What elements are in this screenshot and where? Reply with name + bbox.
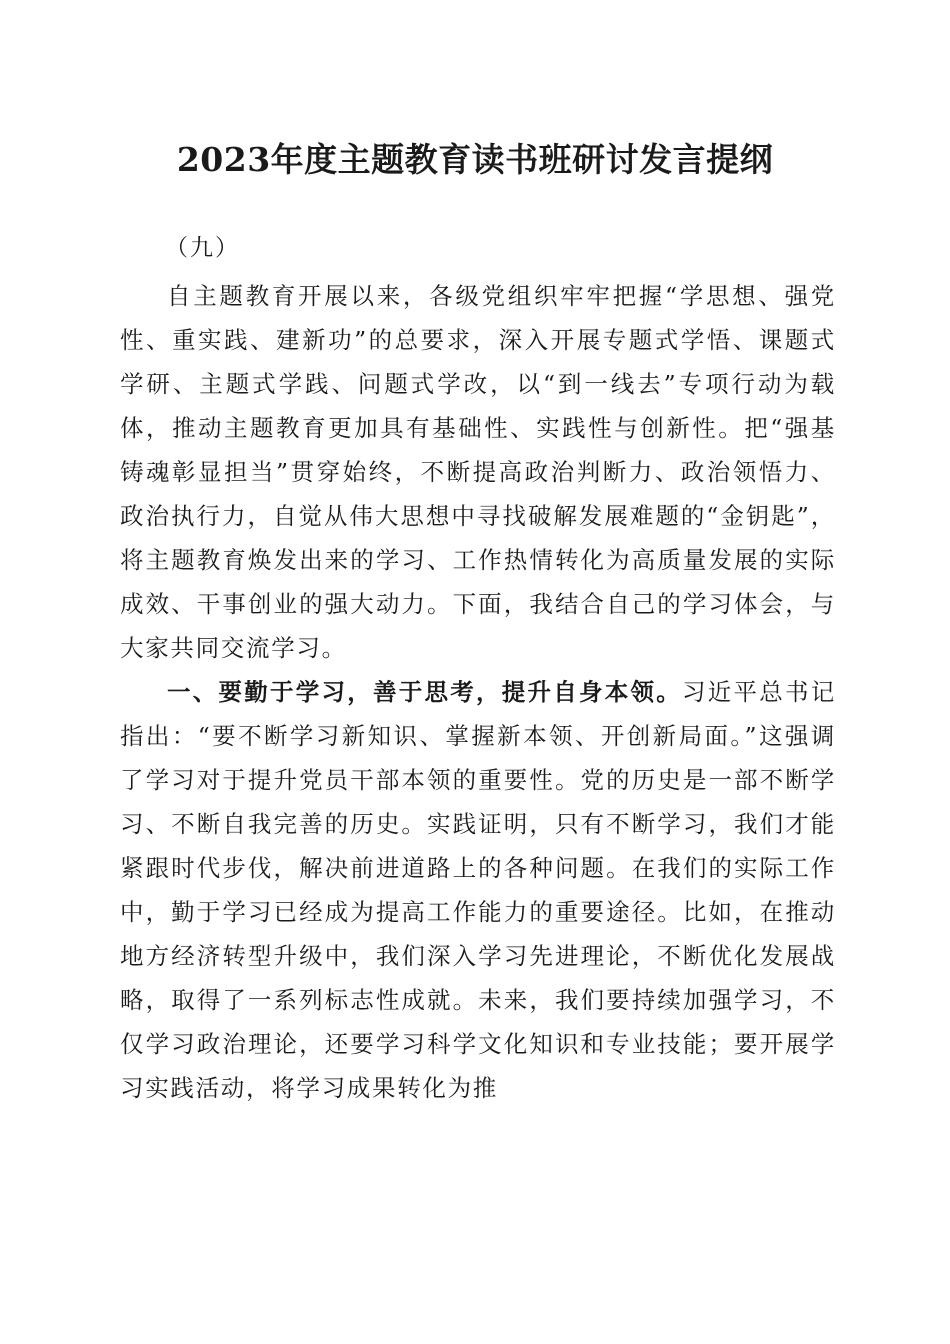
section-1-text: 习近平总书记指出：“要不断学习新知识、掌握新本领、开创新局面。”这强调了学习对于提升党员干部本领的重要性。党的历史是一部不断学习、不断自我完善的历史。实践证明，只有不断学习，我们才能紧跟时代步伐，解决前进道路上的各种问题。在我们的实际工作中，勤于学习已经成为提高工作能力的重要途径。比如，在推动地方经济转型升级中，我们深入学习先进理论，不断优化发展战略，取得了一系列标志性成就。未来，我们要持续加强学习，不仅学习政治理论，还要学习科学文化知识和专业技能；要开展学习实践活动，将学习成果转化为推 — [120, 678, 837, 1102]
document-title: 2023年度主题教育读书班研讨发言提纲 — [176, 140, 774, 179]
section-1-heading: 一、要勤于学习，善于思考，提升自身本领。 — [167, 678, 683, 706]
section-1-paragraph — [120, 670, 836, 1110]
document-number: （九） — [165, 235, 240, 261]
document-body — [120, 274, 836, 1110]
intro-paragraph: 自主题教育开展以来，各级党组织牢牢把握“学思想、强党性、重实践、建新功”的总要求，深入开展专题式学悟、课题式学研、主题式学践、问题式学改，以“到一线去”专项行动为载体，推动主题教育更加具有基础性、实践性与创新性。把“强基铸魂彰显担当”贯穿始终，不断提高政治判断力、政治领悟力、政治执行力，自觉从伟大思想中寻找破解发展难题的“金钥匙”，将主题教育焕发出来的学习、工作热情转化为高质量发展的实际成效、干事创业的强大动力。下面，我结合自己的学习体会，与大家共同交流学习。 — [120, 282, 836, 662]
